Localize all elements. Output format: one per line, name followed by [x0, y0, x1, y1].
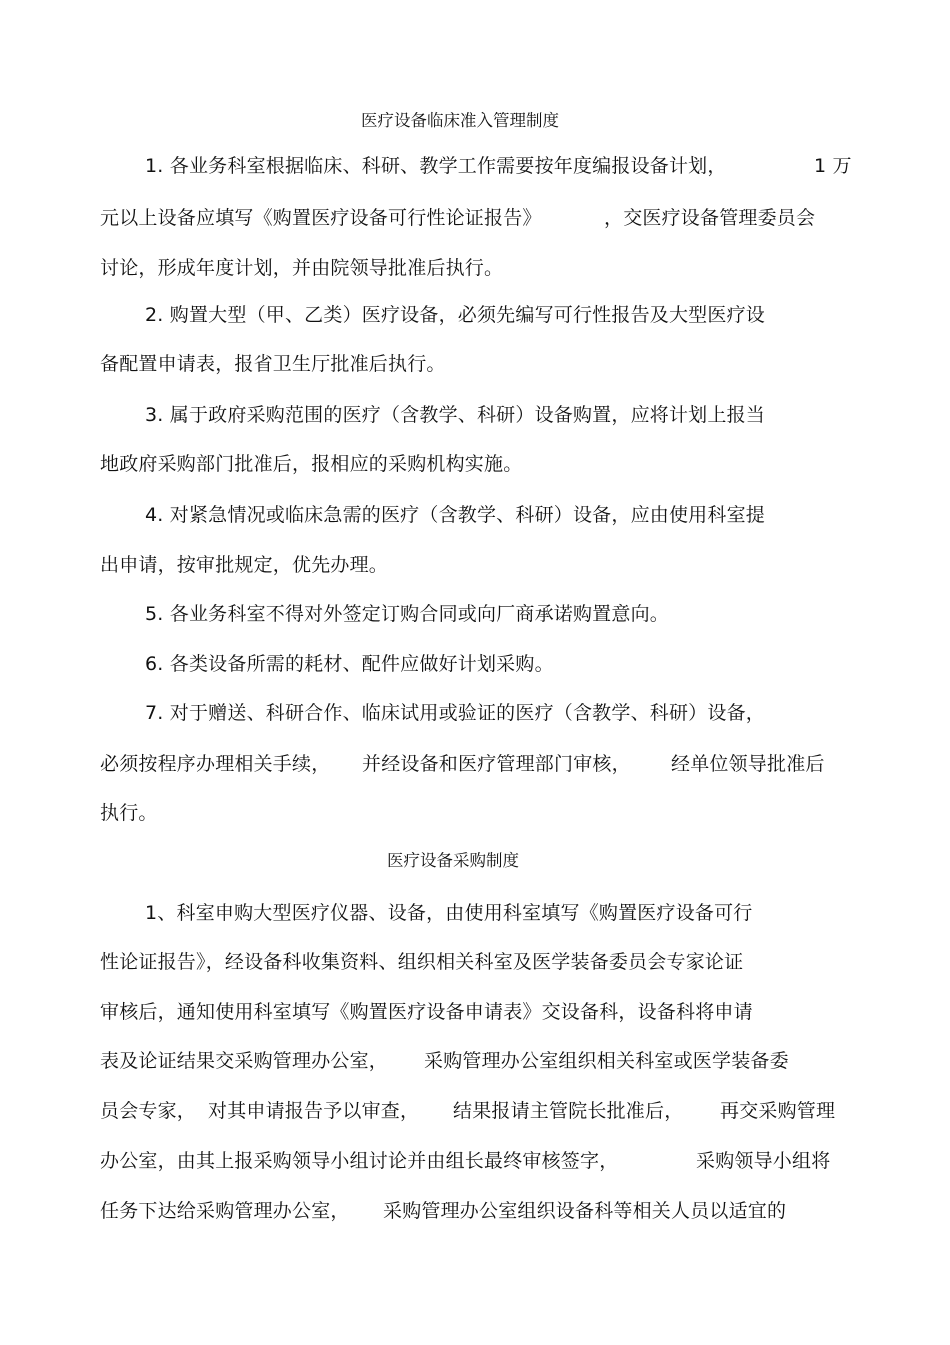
paragraph-4-line-1: 4. 对紧急情况或临床急需的医疗（含教学、科研）设备，应由使用科室提 — [145, 504, 765, 526]
procurement-line-5d: 再交采购管理 — [720, 1100, 836, 1122]
procurement-line-5a: 员会专家， — [100, 1100, 197, 1122]
paragraph-7-line-2b: 并经设备和医疗管理部门审核， — [362, 753, 631, 775]
section-title-procurement: 医疗设备采购制度 — [387, 851, 519, 870]
paragraph-6: 6. 各类设备所需的耗材、配件应做好计划采购。 — [145, 653, 554, 675]
procurement-line-7a: 任务下达给采购管理办公室， — [100, 1200, 350, 1222]
procurement-line-5c: 结果报请主管院长批准后， — [453, 1100, 684, 1122]
paragraph-1-line-2b: ，交医疗设备管理委员会 — [604, 207, 816, 229]
section-title-admission: 医疗设备临床准入管理制度 — [361, 111, 559, 130]
paragraph-7-line-2c: 经单位领导批准后 — [671, 753, 825, 775]
paragraph-1-line-1: 1. 各业务科室根据临床、科研、教学工作需要按年度编报设备计划， — [145, 155, 727, 177]
procurement-line-3: 审核后，通知使用科室填写《购置医疗设备申请表》交设备科，设备科将申请 — [100, 1001, 753, 1023]
procurement-line-1: 1、科室申购大型医疗仪器、设备，由使用科室填写《购置医疗设备可行 — [145, 902, 753, 924]
procurement-line-6b: 采购领导小组将 — [696, 1150, 831, 1172]
procurement-line-7b: 采购管理办公室组织设备科等相关人员以适宜的 — [383, 1200, 787, 1222]
procurement-line-4b: 采购管理办公室组织相关科室或医学装备委 — [424, 1050, 789, 1072]
procurement-line-5b: 对其申请报告予以审查， — [208, 1100, 420, 1122]
paragraph-1-line-3: 讨论，形成年度计划，并由院领导批准后执行。 — [100, 257, 504, 279]
paragraph-3-line-2: 地政府采购部门批准后，报相应的采购机构实施。 — [100, 453, 523, 475]
procurement-line-6a: 办公室，由其上报采购领导小组讨论并由组长最终审核签字， — [100, 1150, 619, 1172]
procurement-line-4a: 表及论证结果交采购管理办公室， — [100, 1050, 389, 1072]
procurement-line-2: 性论证报告》，经设备科收集资料、组织相关科室及医学装备委员会专家论证 — [100, 951, 744, 973]
paragraph-2-line-1: 2. 购置大型（甲、乙类）医疗设备，必须先编写可行性报告及大型医疗设 — [145, 304, 765, 326]
paragraph-5: 5. 各业务科室不得对外签定订购合同或向厂商承诺购置意向。 — [145, 603, 669, 625]
paragraph-7-line-3: 执行。 — [100, 802, 158, 824]
paragraph-4-line-2: 出申请，按审批规定，优先办理。 — [100, 554, 389, 576]
paragraph-3-line-1: 3. 属于政府采购范围的医疗（含教学、科研）设备购置，应将计划上报当 — [145, 404, 765, 426]
paragraph-7-line-2a: 必须按程序办理相关手续， — [100, 753, 331, 775]
paragraph-7-line-1: 7. 对于赠送、科研合作、临床试用或验证的医疗（含教学、科研）设备， — [145, 702, 765, 724]
paragraph-1-line-1-tail: 1 万 — [814, 155, 852, 177]
paragraph-2-line-2: 备配置申请表，报省卫生厅批准后执行。 — [100, 353, 446, 375]
paragraph-1-line-2a: 元以上设备应填写《购置医疗设备可行性论证报告》 — [100, 207, 542, 229]
